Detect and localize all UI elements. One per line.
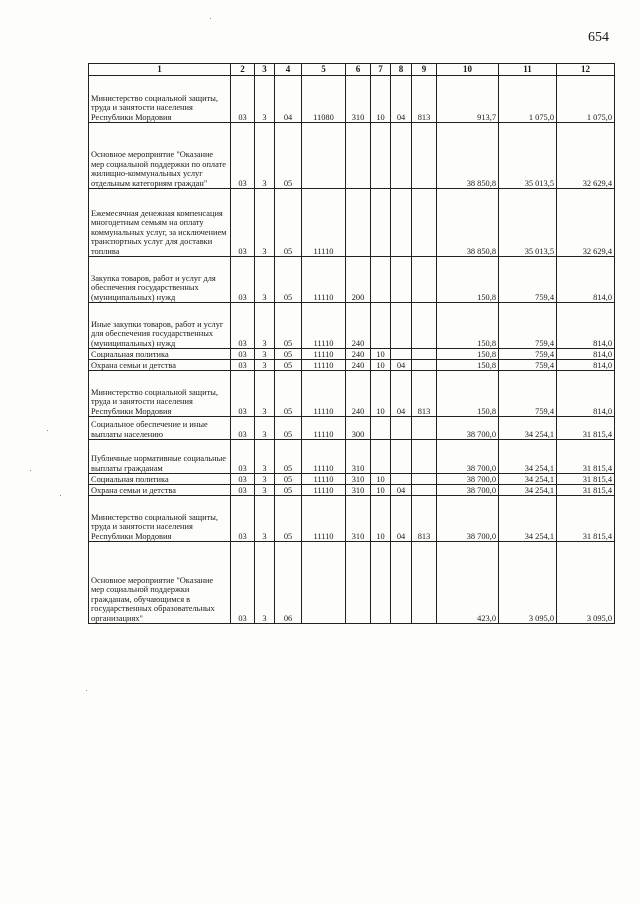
row-name-cell: Охрана семьи и детства (89, 360, 231, 371)
code-cell: 05 (275, 360, 302, 371)
code-cell: 05 (275, 303, 302, 349)
code-cell: 240 (346, 371, 371, 417)
amount-cell: 759,4 (499, 349, 557, 360)
scan-speck (210, 18, 211, 19)
code-cell: 03 (231, 349, 255, 360)
code-cell (412, 360, 437, 371)
code-cell: 240 (346, 303, 371, 349)
column-header: 12 (557, 64, 615, 76)
row-name-cell: Основное мероприятие "Оказание мер социальной поддержки гражданам, обучающимся в государственных образовательных организациях" (89, 542, 231, 624)
amount-cell: 32 629,4 (557, 123, 615, 189)
code-cell (346, 542, 371, 624)
amount-cell: 423,0 (437, 542, 499, 624)
amount-cell: 38 850,8 (437, 123, 499, 189)
code-cell: 04 (391, 485, 412, 496)
code-cell: 3 (255, 349, 275, 360)
amount-cell: 150,8 (437, 257, 499, 303)
code-cell: 03 (231, 496, 255, 542)
row-name-cell: Охрана семьи и детства (89, 485, 231, 496)
code-cell: 3 (255, 76, 275, 123)
code-cell: 04 (391, 371, 412, 417)
code-cell (391, 123, 412, 189)
code-cell: 11110 (302, 189, 346, 257)
code-cell: 03 (231, 360, 255, 371)
column-header: 3 (255, 64, 275, 76)
code-cell (391, 474, 412, 485)
page-number: 654 (588, 30, 609, 45)
code-cell (391, 349, 412, 360)
code-cell: 03 (231, 485, 255, 496)
column-header: 1 (89, 64, 231, 76)
code-cell: 310 (346, 474, 371, 485)
code-cell (371, 440, 391, 474)
amount-cell: 35 013,5 (499, 189, 557, 257)
amount-cell: 34 254,1 (499, 440, 557, 474)
code-cell: 03 (231, 542, 255, 624)
code-cell: 3 (255, 123, 275, 189)
code-cell (302, 123, 346, 189)
code-cell (412, 123, 437, 189)
amount-cell: 31 815,4 (557, 440, 615, 474)
code-cell: 05 (275, 349, 302, 360)
table-row (89, 360, 615, 371)
table-row (89, 349, 615, 360)
code-cell: 03 (231, 371, 255, 417)
code-cell: 240 (346, 349, 371, 360)
table-row (89, 485, 615, 496)
amount-cell: 38 700,0 (437, 440, 499, 474)
amount-cell: 913,7 (437, 76, 499, 123)
code-cell: 310 (346, 440, 371, 474)
row-name-cell: Министерство социальной защиты, труда и занятости населения Республики Мордовия (89, 76, 231, 123)
budget-table (88, 63, 615, 624)
code-cell: 3 (255, 485, 275, 496)
amount-cell: 150,8 (437, 349, 499, 360)
code-cell (391, 417, 412, 440)
column-header: 2 (231, 64, 255, 76)
table-row (89, 417, 615, 440)
code-cell: 10 (371, 349, 391, 360)
amount-cell: 31 815,4 (557, 485, 615, 496)
row-name-cell: Социальная политика (89, 349, 231, 360)
column-header: 7 (371, 64, 391, 76)
code-cell (371, 542, 391, 624)
code-cell: 3 (255, 440, 275, 474)
code-cell (391, 189, 412, 257)
scan-speck (60, 495, 61, 496)
code-cell (412, 542, 437, 624)
amount-cell: 814,0 (557, 371, 615, 417)
column-header: 5 (302, 64, 346, 76)
amount-cell: 3 095,0 (499, 542, 557, 624)
code-cell: 10 (371, 371, 391, 417)
amount-cell: 32 629,4 (557, 189, 615, 257)
code-cell: 3 (255, 189, 275, 257)
column-header: 10 (437, 64, 499, 76)
amount-cell: 814,0 (557, 360, 615, 371)
code-cell: 310 (346, 485, 371, 496)
amount-cell: 34 254,1 (499, 474, 557, 485)
code-cell: 10 (371, 485, 391, 496)
row-name-cell: Социальная политика (89, 474, 231, 485)
code-cell: 05 (275, 496, 302, 542)
code-cell (371, 123, 391, 189)
row-name-cell: Основное мероприятие "Оказание мер социальной поддержки по оплате жилищно-коммунальных услуг отдельным категориям граждан" (89, 123, 231, 189)
column-header: 9 (412, 64, 437, 76)
code-cell (346, 189, 371, 257)
code-cell: 05 (275, 257, 302, 303)
code-cell: 3 (255, 417, 275, 440)
amount-cell: 34 254,1 (499, 417, 557, 440)
code-cell: 03 (231, 417, 255, 440)
row-name-cell: Социальное обеспечение и иные выплаты населению (89, 417, 231, 440)
table-header-row (89, 64, 615, 76)
code-cell: 11080 (302, 76, 346, 123)
amount-cell: 814,0 (557, 257, 615, 303)
code-cell: 10 (371, 474, 391, 485)
code-cell: 10 (371, 360, 391, 371)
code-cell: 11110 (302, 349, 346, 360)
code-cell (346, 123, 371, 189)
table-row (89, 257, 615, 303)
column-header: 8 (391, 64, 412, 76)
code-cell: 3 (255, 257, 275, 303)
code-cell (412, 257, 437, 303)
code-cell (302, 542, 346, 624)
row-name-cell: Публичные нормативные социальные выплаты гражданам (89, 440, 231, 474)
table-row (89, 542, 615, 624)
table-row (89, 371, 615, 417)
amount-cell: 150,8 (437, 303, 499, 349)
code-cell (412, 474, 437, 485)
table-row (89, 474, 615, 485)
scan-speck (30, 470, 31, 471)
code-cell: 03 (231, 189, 255, 257)
row-name-cell: Ежемесячная денежная компенсация многодетным семьям на оплату коммунальных услуг, за исключением транспортных услуг для доставки топлива (89, 189, 231, 257)
amount-cell: 38 700,0 (437, 474, 499, 485)
code-cell (371, 303, 391, 349)
code-cell (412, 440, 437, 474)
code-cell: 03 (231, 303, 255, 349)
code-cell: 11110 (302, 474, 346, 485)
code-cell: 11110 (302, 303, 346, 349)
code-cell: 11110 (302, 496, 346, 542)
code-cell: 04 (391, 496, 412, 542)
row-name-cell: Иные закупки товаров, работ и услуг для обеспечения государственных (муниципальных) нужд (89, 303, 231, 349)
code-cell: 10 (371, 76, 391, 123)
code-cell: 3 (255, 474, 275, 485)
code-cell: 3 (255, 303, 275, 349)
table-row (89, 123, 615, 189)
code-cell: 05 (275, 123, 302, 189)
amount-cell: 150,8 (437, 371, 499, 417)
amount-cell: 150,8 (437, 360, 499, 371)
code-cell: 03 (231, 440, 255, 474)
code-cell (391, 257, 412, 303)
code-cell (412, 189, 437, 257)
code-cell: 11110 (302, 360, 346, 371)
amount-cell: 3 095,0 (557, 542, 615, 624)
table-row (89, 440, 615, 474)
row-name-cell: Министерство социальной защиты, труда и занятости населения Республики Мордовия (89, 496, 231, 542)
amount-cell: 1 075,0 (499, 76, 557, 123)
code-cell (371, 189, 391, 257)
code-cell (412, 485, 437, 496)
amount-cell: 814,0 (557, 303, 615, 349)
code-cell: 813 (412, 76, 437, 123)
code-cell: 11110 (302, 417, 346, 440)
amount-cell: 34 254,1 (499, 485, 557, 496)
code-cell: 3 (255, 542, 275, 624)
code-cell: 11110 (302, 371, 346, 417)
code-cell: 3 (255, 496, 275, 542)
table-row (89, 76, 615, 123)
code-cell: 05 (275, 417, 302, 440)
table-row (89, 496, 615, 542)
amount-cell: 31 815,4 (557, 417, 615, 440)
code-cell: 310 (346, 496, 371, 542)
code-cell: 813 (412, 496, 437, 542)
code-cell: 3 (255, 360, 275, 371)
code-cell (391, 440, 412, 474)
table-row (89, 189, 615, 257)
amount-cell: 31 815,4 (557, 496, 615, 542)
amount-cell: 34 254,1 (499, 496, 557, 542)
code-cell: 03 (231, 474, 255, 485)
code-cell (412, 417, 437, 440)
column-header: 11 (499, 64, 557, 76)
code-cell: 04 (275, 76, 302, 123)
code-cell: 11110 (302, 257, 346, 303)
code-cell (412, 303, 437, 349)
scan-speck (47, 430, 48, 431)
code-cell: 3 (255, 371, 275, 417)
row-name-cell: Министерство социальной защиты, труда и занятости населения Республики Мордовия (89, 371, 231, 417)
table-row (89, 303, 615, 349)
code-cell: 813 (412, 371, 437, 417)
code-cell: 04 (391, 360, 412, 371)
column-header: 4 (275, 64, 302, 76)
column-header: 6 (346, 64, 371, 76)
code-cell (391, 542, 412, 624)
amount-cell: 759,4 (499, 371, 557, 417)
amount-cell: 814,0 (557, 349, 615, 360)
code-cell: 11110 (302, 440, 346, 474)
amount-cell: 38 700,0 (437, 417, 499, 440)
code-cell: 05 (275, 371, 302, 417)
code-cell: 03 (231, 257, 255, 303)
amount-cell: 759,4 (499, 360, 557, 371)
code-cell: 05 (275, 440, 302, 474)
code-cell: 05 (275, 474, 302, 485)
code-cell: 05 (275, 485, 302, 496)
amount-cell: 1 075,0 (557, 76, 615, 123)
code-cell: 310 (346, 76, 371, 123)
code-cell: 05 (275, 189, 302, 257)
row-name-cell: Закупка товаров, работ и услуг для обеспечения государственных (муниципальных) нужд (89, 257, 231, 303)
code-cell: 300 (346, 417, 371, 440)
amount-cell: 759,4 (499, 257, 557, 303)
code-cell: 200 (346, 257, 371, 303)
code-cell: 03 (231, 76, 255, 123)
code-cell (371, 257, 391, 303)
code-cell (371, 417, 391, 440)
code-cell: 06 (275, 542, 302, 624)
amount-cell: 31 815,4 (557, 474, 615, 485)
amount-cell: 759,4 (499, 303, 557, 349)
amount-cell: 38 850,8 (437, 189, 499, 257)
code-cell (412, 349, 437, 360)
amount-cell: 35 013,5 (499, 123, 557, 189)
code-cell: 240 (346, 360, 371, 371)
code-cell: 11110 (302, 485, 346, 496)
code-cell: 03 (231, 123, 255, 189)
code-cell (391, 303, 412, 349)
scan-speck (86, 690, 87, 691)
amount-cell: 38 700,0 (437, 485, 499, 496)
amount-cell: 38 700,0 (437, 496, 499, 542)
code-cell: 04 (391, 76, 412, 123)
code-cell: 10 (371, 496, 391, 542)
